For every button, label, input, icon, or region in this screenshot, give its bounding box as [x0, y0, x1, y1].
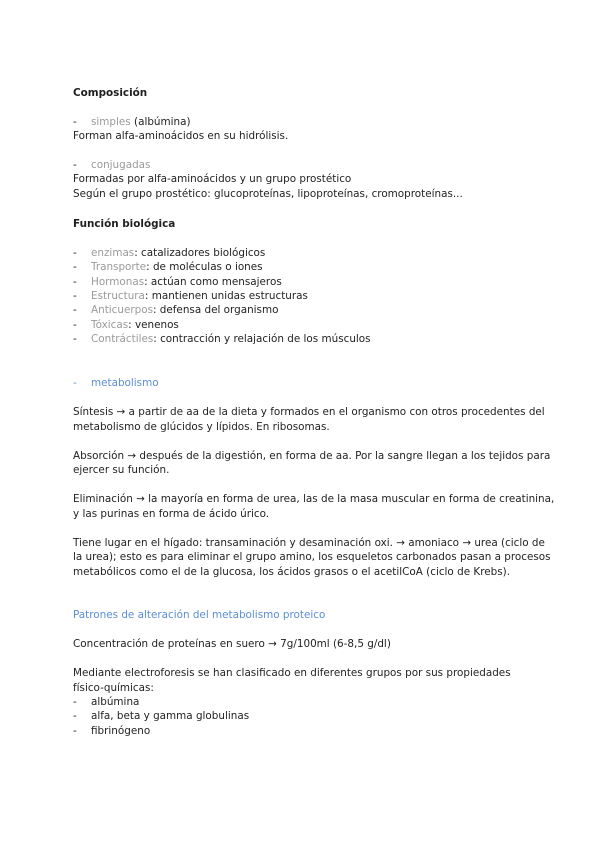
bullet-dash: - — [73, 304, 77, 316]
sintesis-line-2: metabolismo de glúcidos y lípidos. En ribosomas. — [73, 421, 330, 433]
absorcion-line-2: ejercer su función. — [73, 464, 170, 476]
term-description: : defensa del organismo — [152, 304, 279, 316]
eliminacion-line-1: Eliminación → la mayoría en forma de urea, las de la masa muscular en forma de creatinina, — [73, 493, 555, 505]
bullet-dash: - — [73, 725, 77, 737]
item-text: fibrinógeno — [91, 725, 151, 737]
list-item-albumina — [73, 695, 140, 709]
list-item-metabolismo — [73, 376, 159, 390]
list-item-funcion — [73, 289, 308, 303]
higado-line-3: metabólicos como el de la glucosa, los ácidos grasos o el acetilCoA (ciclo de Krebs). — [73, 566, 511, 578]
electroforesis-line-1: Mediante electroforesis se han clasificado en diferentes grupos por sus propiedades — [73, 667, 511, 679]
term-description: : mantienen unidas estructuras — [144, 290, 308, 302]
term-enzimas: enzimas — [91, 247, 135, 259]
list-item-conjugadas — [73, 158, 151, 172]
item-text: alfa, beta y gamma globulinas — [91, 710, 250, 722]
bullet-dash: - — [73, 710, 77, 722]
list-item-funcion — [73, 318, 179, 332]
bullet-dash: - — [73, 319, 77, 331]
term-hormonas: Hormonas — [91, 276, 145, 288]
term-simples: simples — [91, 116, 131, 128]
term-simples-rest: (albúmina) — [130, 116, 191, 128]
eliminacion-line-2: y las purinas en forma de ácido úrico. — [73, 508, 270, 520]
bullet-dash: - — [73, 276, 77, 288]
metabolismo-label: metabolismo — [91, 377, 159, 389]
list-item-simples — [73, 115, 191, 129]
term-conjugadas: conjugadas — [91, 159, 151, 171]
list-item-funcion — [73, 260, 263, 274]
bullet-dash: - — [73, 377, 77, 389]
term-transporte: Transporte — [91, 261, 147, 273]
list-item-funcion — [73, 246, 266, 260]
heading-patrones: Patrones de alteración del metabolismo proteico — [73, 609, 326, 621]
item-text: albúmina — [91, 696, 140, 708]
term-description: : de moléculas o iones — [146, 261, 263, 273]
heading-composicion: Composición — [73, 87, 148, 99]
list-item-funcion — [73, 303, 279, 317]
bullet-dash: - — [73, 159, 77, 171]
bullet-dash: - — [73, 333, 77, 345]
term-toxicas: Tóxicas — [91, 319, 129, 331]
heading-funcion-biologica: Función biológica — [73, 218, 176, 230]
bullet-dash: - — [73, 261, 77, 273]
absorcion-line-1: Absorción → después de la digestión, en forma de aa. Por la sangre llegan a los tejidos para — [73, 450, 551, 462]
sintesis-line-1: Síntesis → a partir de aa de la dieta y formados en el organismo con otros procedentes del — [73, 406, 545, 418]
simples-description: Forman alfa-aminoácidos en su hidrólisis. — [73, 130, 289, 142]
conjugadas-description-1: Formadas por alfa-aminoácidos y un grupo prostético — [73, 173, 352, 185]
term-description: : venenos — [128, 319, 179, 331]
bullet-dash: - — [73, 116, 77, 128]
term-description: : actúan como mensajeros — [144, 276, 282, 288]
term-description: : contracción y relajación de los músculos — [153, 333, 371, 345]
list-item-fibrinogeno — [73, 724, 151, 738]
bullet-dash: - — [73, 247, 77, 259]
electroforesis-line-2: físico-químicas: — [73, 682, 154, 694]
bullet-dash: - — [73, 696, 77, 708]
concentracion-line: Concentración de proteínas en suero → 7g/100ml (6-8,5 g/dl) — [73, 638, 391, 650]
conjugadas-description-2: Según el grupo prostético: glucoproteínas, lipoproteínas, cromoproteínas... — [73, 188, 463, 200]
bullet-dash: - — [73, 290, 77, 302]
list-item-funcion — [73, 275, 282, 289]
term-estructura: Estructura — [91, 290, 145, 302]
term-anticuerpos: Anticuerpos — [91, 304, 153, 316]
higado-line-2: la urea); esto es para eliminar el grupo amino, los esqueletos carbonados pasan a procesos — [73, 551, 551, 563]
higado-line-1: Tiene lugar en el hígado: transaminación y desaminación oxi. → amoniaco → urea (ciclo de — [73, 537, 545, 549]
list-item-funcion — [73, 332, 371, 346]
term-contractiles: Contráctiles — [91, 333, 154, 345]
list-item-globulinas — [73, 709, 250, 723]
term-description: : catalizadores biológicos — [134, 247, 266, 259]
